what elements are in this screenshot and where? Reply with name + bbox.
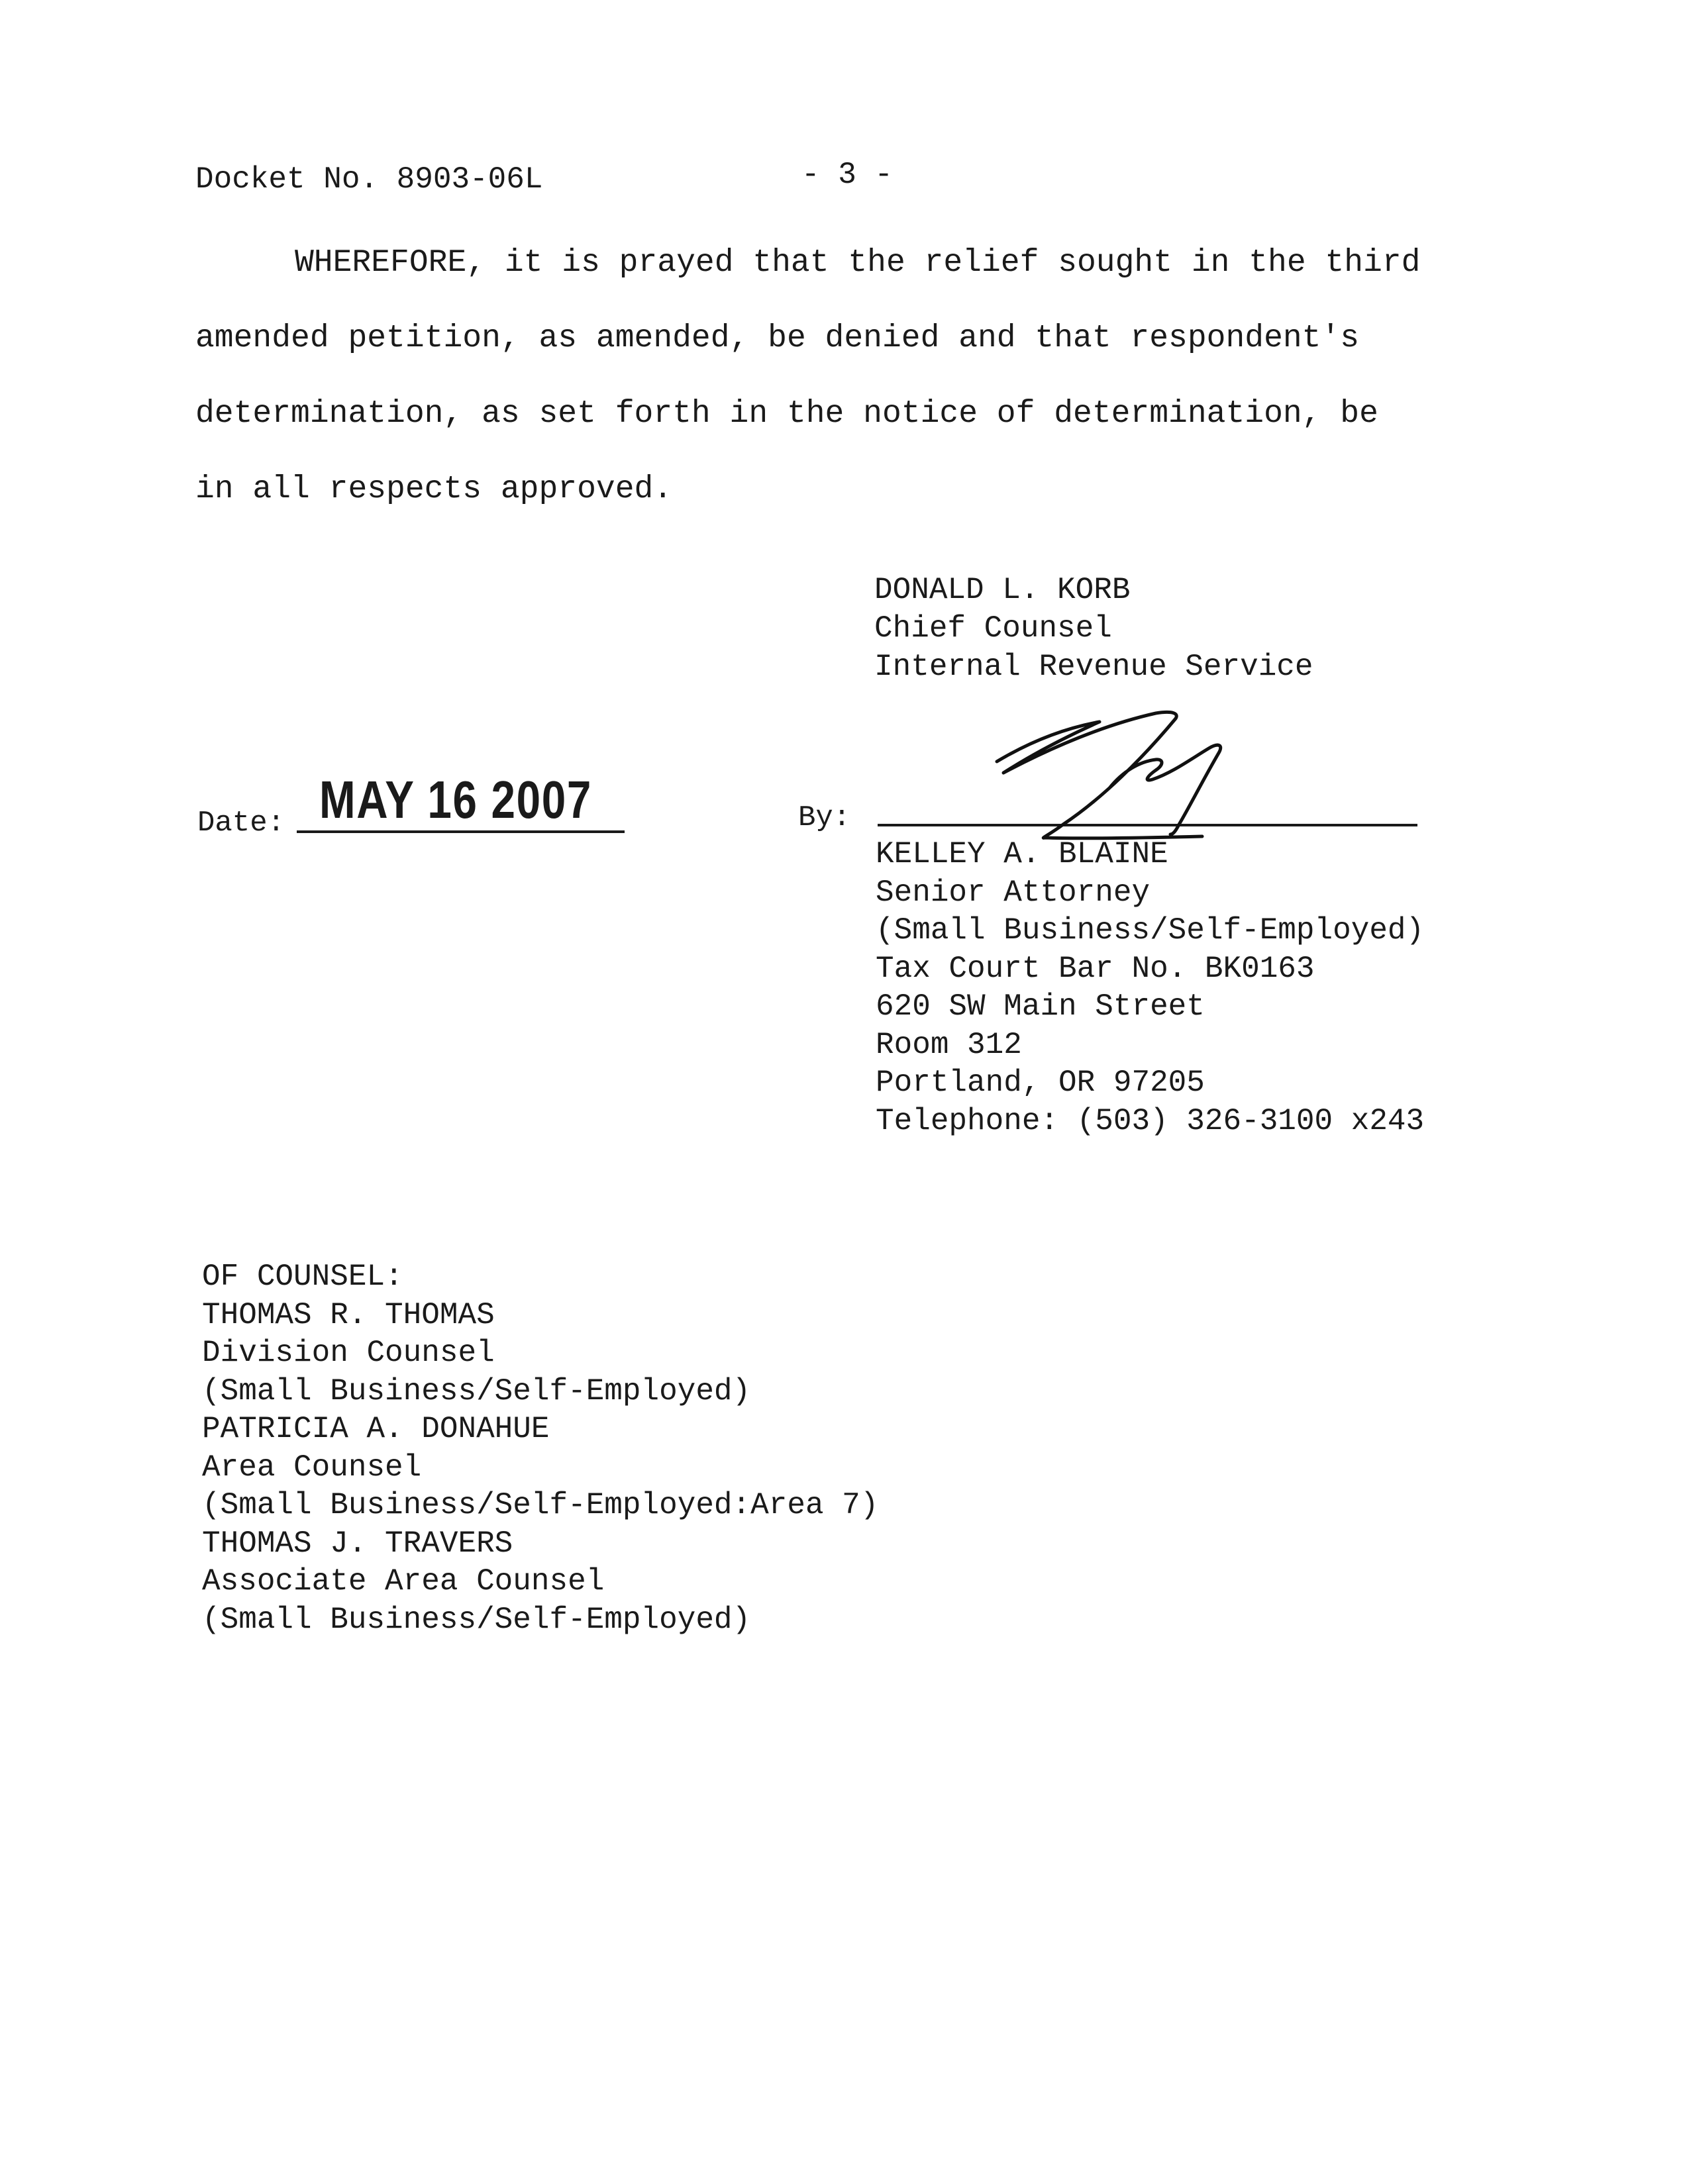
page-number: - 3 - [801, 158, 894, 192]
of-counsel-line: (Small Business/Self-Employed) [202, 1373, 751, 1409]
date-label: Date: [197, 807, 285, 840]
attorney-line: KELLEY A. BLAINE [876, 837, 1168, 871]
attorney-line: Senior Attorney [876, 875, 1151, 910]
chief-counsel-title: Chief Counsel [874, 611, 1112, 646]
by-label: By: [798, 801, 851, 834]
attorney-line: 620 SW Main Street [876, 989, 1205, 1024]
of-counsel-line: Area Counsel [202, 1450, 422, 1485]
prayer-line: amended petition, as amended, be denied and that respondent's [195, 321, 1360, 356]
attorney-line: Tax Court Bar No. BK0163 [876, 951, 1315, 986]
chief-counsel-block [874, 571, 1313, 686]
date-stamp: MAY 16 2007 [319, 770, 592, 829]
prayer-line: determination, as set forth in the notice of determination, be [195, 396, 1378, 432]
of-counsel-line: (Small Business/Self-Employed:Area 7) [202, 1488, 879, 1522]
prayer-line: in all respects approved. [195, 472, 673, 507]
attorney-block [876, 836, 1424, 1140]
of-counsel-line: THOMAS R. THOMAS [202, 1297, 495, 1332]
attorney-line: Portland, OR 97205 [876, 1066, 1205, 1100]
chief-counsel-name: DONALD L. KORB [874, 573, 1131, 607]
attorney-line: Telephone: (503) 326-3100 x243 [876, 1103, 1425, 1138]
of-counsel-line: PATRICIA A. DONAHUE [202, 1412, 550, 1446]
prayer-line: WHEREFORE, it is prayed that the relief sought in the third [295, 245, 1421, 281]
of-counsel-line: OF COUNSEL: [202, 1260, 403, 1294]
attorney-line: (Small Business/Self-Employed) [876, 913, 1425, 948]
of-counsel-line: THOMAS J. TRAVERS [202, 1526, 513, 1561]
prayer-paragraph [195, 225, 1494, 527]
handwritten-signature [990, 699, 1295, 851]
of-counsel-line: Division Counsel [202, 1336, 495, 1370]
chief-counsel-agency: Internal Revenue Service [874, 650, 1313, 684]
of-counsel-line: Associate Area Counsel [202, 1564, 605, 1599]
docket-number: Docket No. 8903-06L [195, 162, 543, 197]
attorney-line: Room 312 [876, 1027, 1022, 1062]
of-counsel-line: (Small Business/Self-Employed) [202, 1602, 751, 1637]
date-underline [297, 830, 625, 833]
of-counsel-block [202, 1258, 878, 1639]
